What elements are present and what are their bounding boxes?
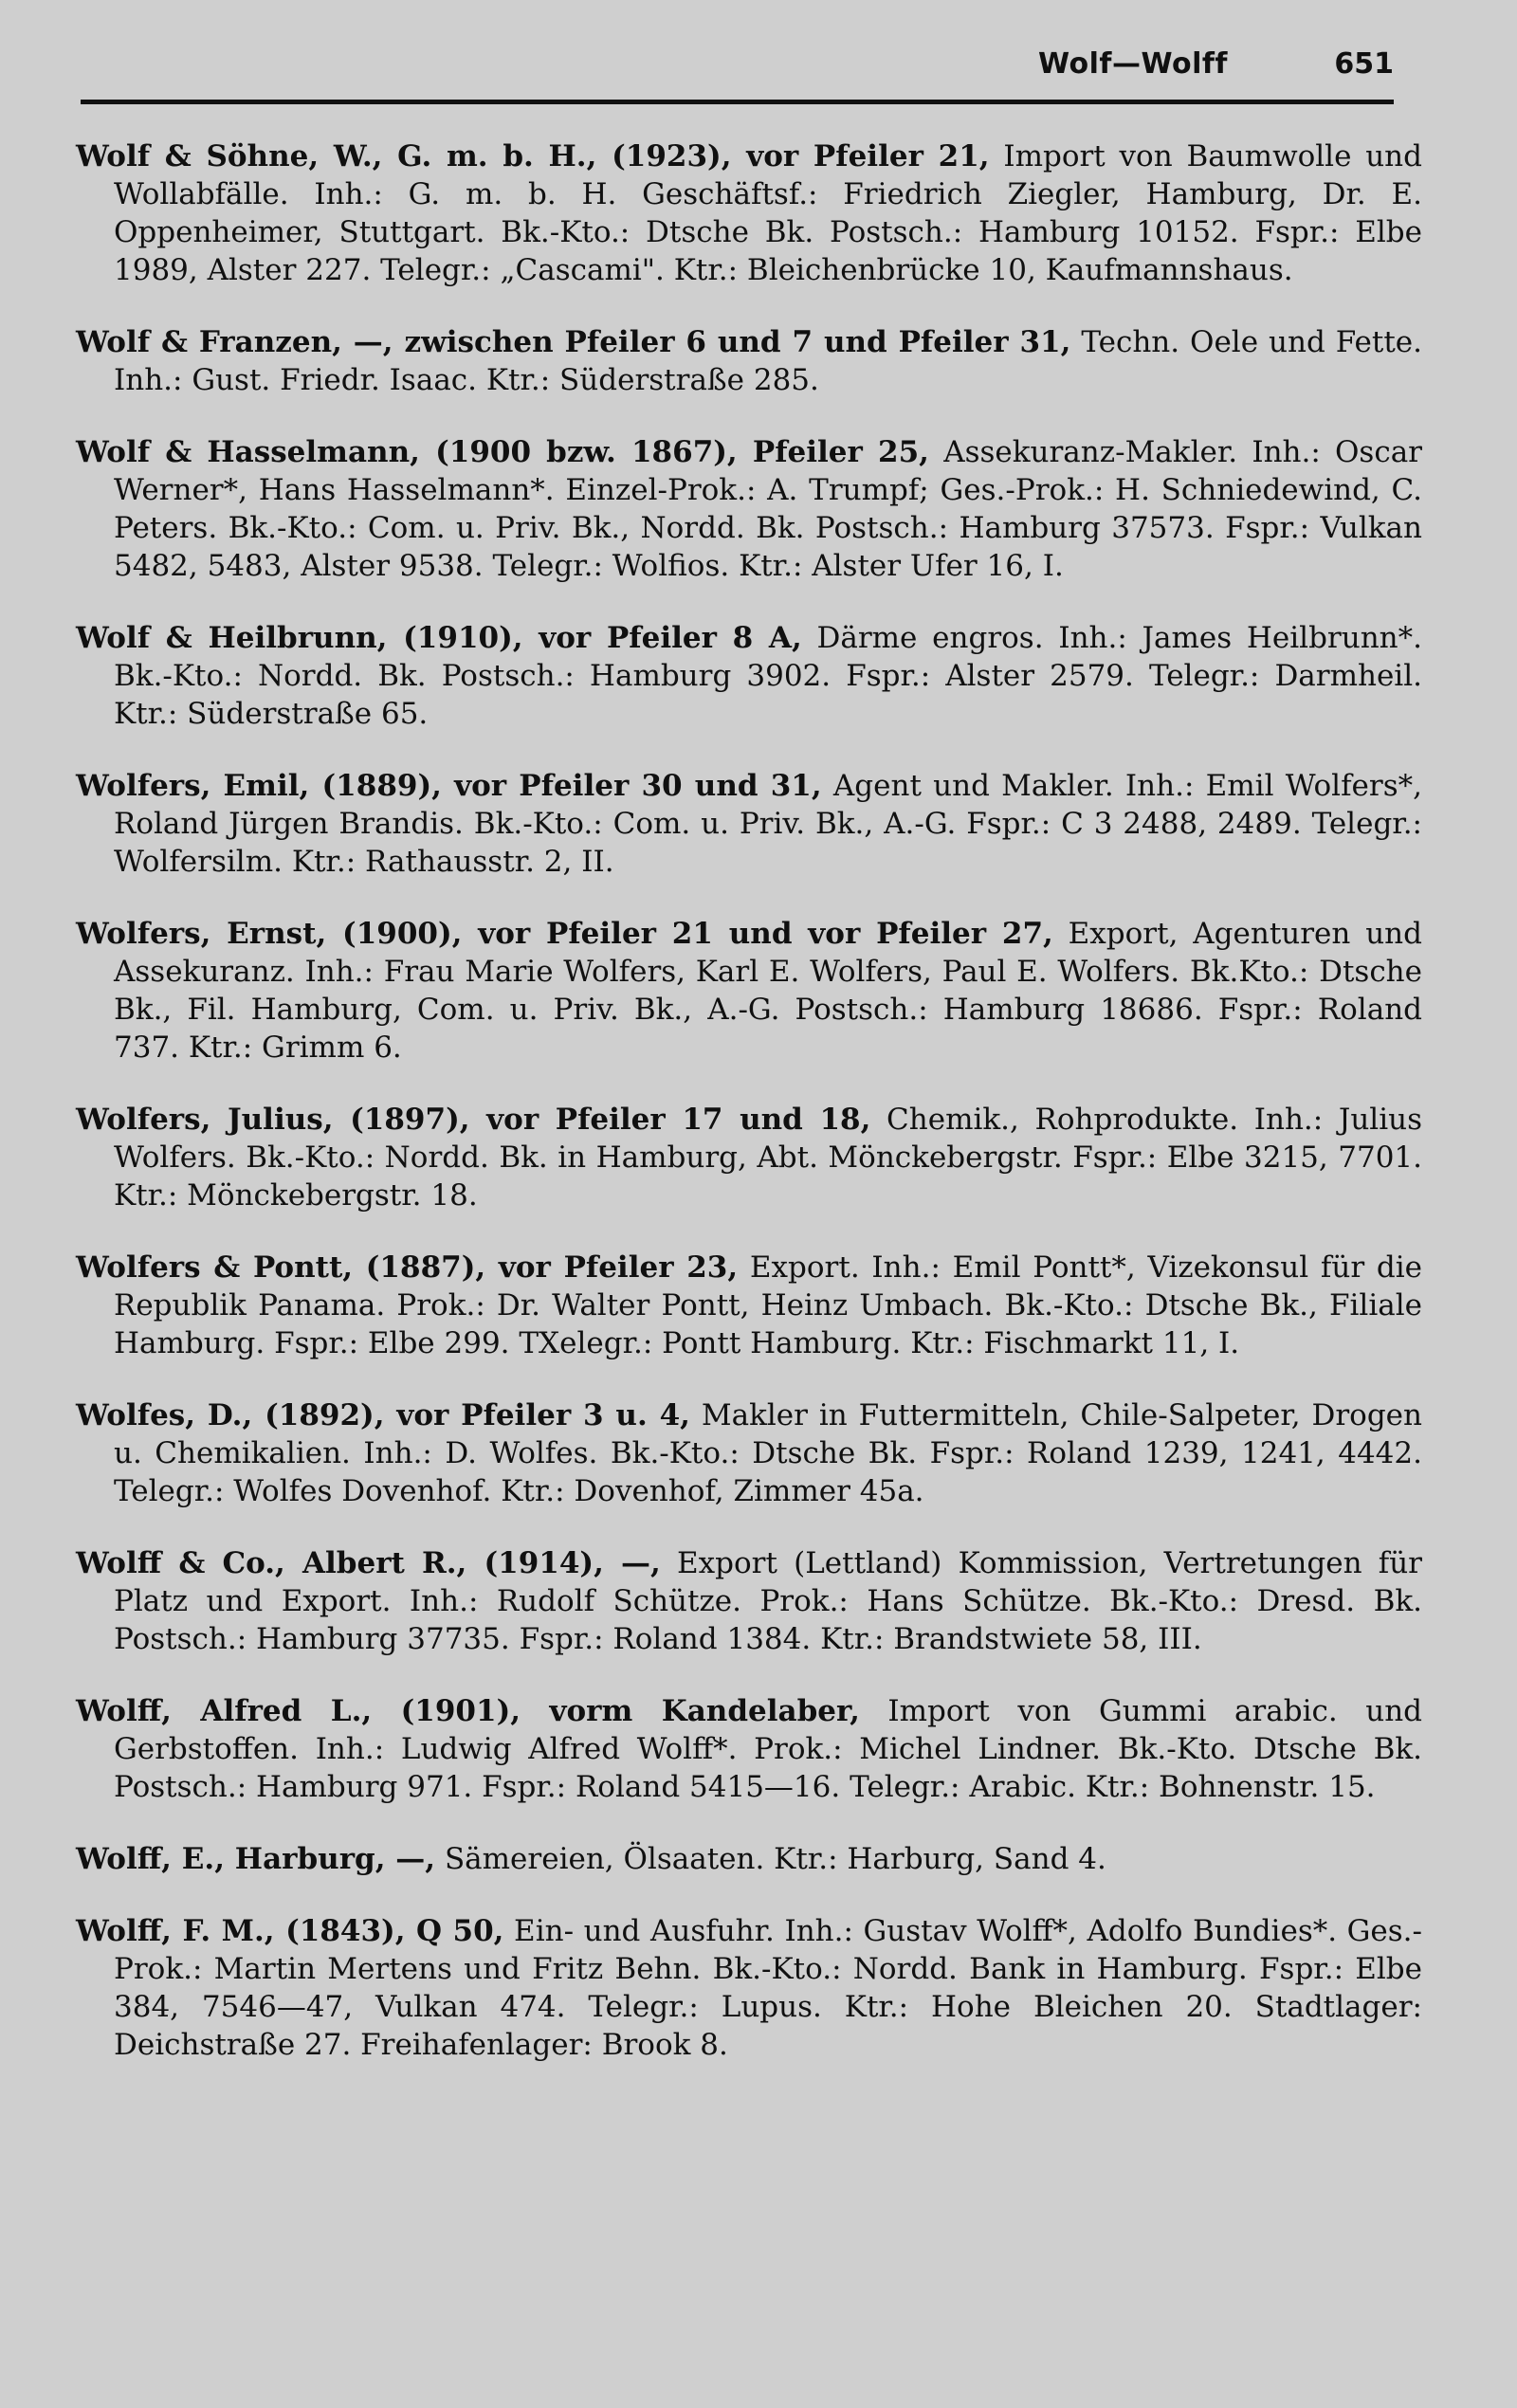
directory-entry [76,1692,1422,1806]
entry-details: Sämereien, Ölsaaten. Ktr.: Harburg, Sand 4. [435,1842,1106,1876]
directory-entry [76,137,1422,289]
directory-entry [76,1912,1422,2064]
directory-entry [76,433,1422,585]
directory-entry [76,323,1422,399]
entry-name: Wolfes, D., (1892), vor Pfeiler 3 u. 4, [76,1398,690,1432]
entry-name: Wolff, Alfred L., (1901), vorm Kandelaber, [76,1694,860,1728]
entry-name: Wolff, F. M., (1843), Q 50, [76,1914,504,1948]
header-rule [81,100,1394,104]
entry-name: Wolfers, Julius, (1897), vor Pfeiler 17 und 18, [76,1103,871,1137]
entry-name: Wolff & Co., Albert R., (1914), —, [76,1546,661,1580]
page-number: 651 [1334,47,1394,81]
entry-name: Wolf & Franzen, —, zwischen Pfeiler 6 und 7 und Pfeiler 31, [76,325,1071,359]
entry-name: Wolf & Hasselmann, (1900 bzw. 1867), Pfeiler 25, [76,435,929,469]
entry-details: Export. Inh.: Emil Pontt*, Vizekonsul für die Republik Panama. Prok.: Dr. Walter Pontt, Heinz Umbach. Bk.-Kto.: Dtsche Bk., Filiale Hamburg. Fspr.: Elbe 299. TXelegr.: Pontt Hamburg. Ktr.: Fischmarkt 11, I. [114,1250,1422,1360]
entry-name: Wolfers, Ernst, (1900), vor Pfeiler 21 und vor Pfeiler 27, [76,917,1053,951]
entry-name: Wolfers & Pontt, (1887), vor Pfeiler 23, [76,1250,739,1285]
entry-list [76,137,1422,2098]
entry-name: Wolf & Heilbrunn, (1910), vor Pfeiler 8 A, [76,621,802,655]
entry-details: Export, Agenturen und Assekuranz. Inh.: Frau Marie Wolfers, Karl E. Wolfers, Paul E. Wolfers. Bk.Kto.: Dtsche Bk., Fil. Hamburg, Com. u. Priv. Bk., A.-G. Postsch.: Hamburg 18686. Fspr.: Roland 737. Ktr.: Grimm 6. [114,917,1422,1065]
entry-details: Techn. Oele und Fette. Inh.: Gust. Friedr. Isaac. Ktr.: Süderstraße 285. [114,325,1423,397]
directory-entry [76,1544,1422,1658]
running-head: Wolf—Wolff [1038,47,1228,81]
entry-details: Import von Baumwolle und Wollabfälle. Inh.: G. m. b. H. Geschäftsf.: Friedrich Ziegler, Hamburg, Dr. E. Oppenheimer, Stuttgart. Bk.-Kto.: Dtsche Bk. Postsch.: Hamburg 10152. Fspr.: Elbe 1989, Alster 227. Telegr.: „Cascami". Ktr.: Bleichenbrücke 10, Kaufmannshaus. [114,139,1422,287]
directory-entry [76,767,1422,881]
entry-details: Ein- und Ausfuhr. Inh.: Gustav Wolff*, Adolfo Bundies*. Ges.-Prok.: Martin Mertens und Fritz Behn. Bk.-Kto.: Nordd. Bank in Hamburg. Fspr.: Elbe 384, 7546—47, Vulkan 474. Telegr.: Lupus. Ktr.: Hohe Bleichen 20. Stadtlager: Deichstraße 27. Freihafenlager: Brook 8. [114,1914,1423,2062]
entry-details: Därme engros. Inh.: James Heilbrunn*. Bk.-Kto.: Nordd. Bk. Postsch.: Hamburg 3902. Fspr.: Alster 2579. Telegr.: Darmheil. Ktr.: Süderstraße 65. [114,621,1422,731]
directory-entry [76,1249,1422,1362]
directory-entry [76,619,1422,733]
directory-entry [76,915,1422,1067]
entry-details: Import von Gummi arabic. und Gerbstoffen. Inh.: Ludwig Alfred Wolff*. Prok.: Michel Lindner. Bk.-Kto. Dtsche Bk. Postsch.: Hamburg 971. Fspr.: Roland 5415—16. Telegr.: Arabic. Ktr.: Bohnenstr. 15. [114,1694,1422,1804]
entry-details: Agent und Makler. Inh.: Emil Wolfers*, Roland Jürgen Brandis. Bk.-Kto.: Com. u. Priv. Bk., A.-G. Fspr.: C 3 2488, 2489. Telegr.: Wolfersilm. Ktr.: Rathausstr. 2, II. [114,769,1422,879]
entry-name: Wolf & Söhne, W., G. m. b. H., (1923), vor Pfeiler 21, [76,139,990,173]
entry-details: Export (Lettland) Kommission, Vertretungen für Platz und Export. Inh.: Rudolf Schütze. Prok.: Hans Schütze. Bk.-Kto.: Dresd. Bk. Postsch.: Hamburg 37735. Fspr.: Roland 1384. Ktr.: Brandstwiete 58, III. [114,1546,1423,1656]
directory-entry [76,1101,1422,1214]
entry-details: Chemik., Rohprodukte. Inh.: Julius Wolfers. Bk.-Kto.: Nordd. Bk. in Hamburg, Abt. Mönckebergstr. Fspr.: Elbe 3215, 7701. Ktr.: Mönckebergstr. 18. [114,1103,1422,1213]
page-header [81,44,1394,100]
entry-name: Wolff, E., Harburg, —, [76,1842,436,1876]
entry-details: Makler in Futtermitteln, Chile-Salpeter, Drogen u. Chemikalien. Inh.: D. Wolfes. Bk.-Kto.: Dtsche Bk. Fspr.: Roland 1239, 1241, 4442. Telegr.: Wolfes Dovenhof. Ktr.: Dovenhof, Zimmer 45a. [114,1398,1422,1508]
entry-details: Assekuranz-Makler. Inh.: Oscar Werner*, Hans Hasselmann*. Einzel-Prok.: A. Trumpf; Ges.-Prok.: H. Schniedewind, C. Peters. Bk.-Kto.: Com. u. Priv. Bk., Nordd. Bk. Postsch.: Hamburg 37573. Fspr.: Vulkan 5482, 5483, Alster 9538. Telegr.: Wolfios. Ktr.: Alster Ufer 16, I. [114,435,1423,583]
entry-name: Wolfers, Emil, (1889), vor Pfeiler 30 und 31, [76,769,822,803]
directory-entry [76,1396,1422,1510]
directory-entry [76,1840,1422,1878]
